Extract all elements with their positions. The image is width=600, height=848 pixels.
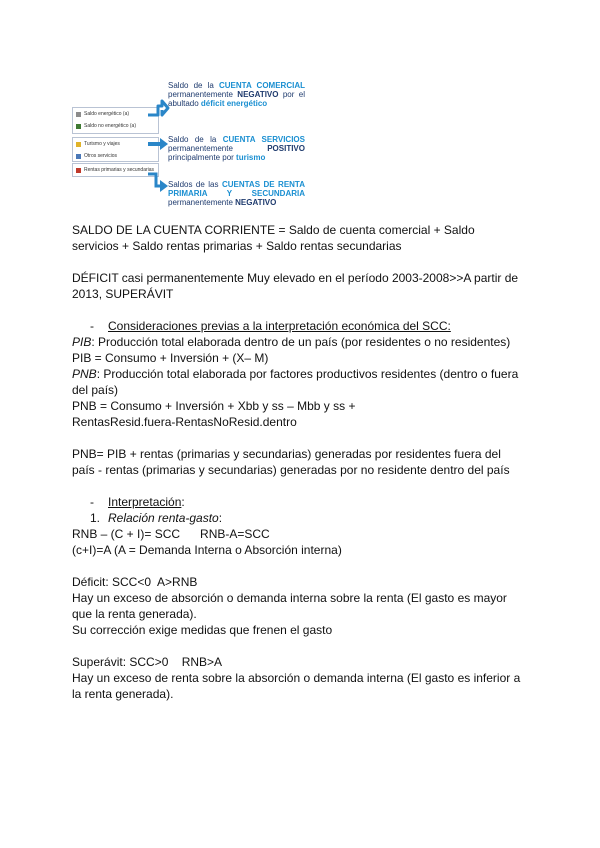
legend-swatch [76,112,81,117]
deficit-line-1: DÉFICIT casi permanentemente Muy elevado en el período 2003-2008>>A partir de [72,271,519,285]
pnb2-line-1: PNB= PIB + rentas (primarias y secundarias) generadas por residentes fuera del [72,447,501,461]
deficit-explanation-2: que la renta generada). [72,607,197,621]
rnb-equation: RNB – (C + I)= SCC RNB-A=SCC [72,527,270,541]
callout-text: permanentemente [168,198,236,207]
callout-highlight: CUENTAS DE RENTA PRIMARIA Y SECUNDARIA [168,180,306,198]
callout-text: permanentemente [168,144,268,153]
callout-highlight: CUENTA SERVICIOS [222,135,305,144]
numbered-item-text: Relación renta-gasto [108,511,219,525]
bullet-heading [108,494,185,510]
legend-label: Saldo no energético (a) [84,123,136,129]
pib-def-text: : Producción total elaborada dentro de un país (por residentes o no residentes) [91,335,511,349]
callout-text: Saldos de las [168,180,222,189]
callout-text: Saldo de la [168,81,219,90]
deficit-explanation-1: Hay un exceso de absorción o demanda interna sobre la renta (El gasto es mayor [72,591,507,605]
pib-definition [72,334,532,350]
callout-highlight: NEGATIVO [235,198,277,207]
legend-swatch [76,154,81,159]
legend-swatch [76,168,81,173]
pnb-definition-line-2: del país) [72,383,119,397]
bullet-heading [108,318,451,334]
bullet-colon: : [181,495,185,509]
legend-label: Otros servicios [84,153,118,159]
saldo-line-2: servicios + Saldo rentas primarias + Saldo rentas secundarias [72,239,402,253]
superavit-explanation-1: Hay un exceso de renta sobre la absorción o demanda interna (El gasto es inferior a [72,671,521,685]
legend-row [73,120,158,132]
legend-label: Rentas primarias y secundarias [84,167,155,173]
pnb-def-text: : Producción total elaborada por factores productivos residentes (dentro o fuera [96,367,519,381]
legend-label: Turismo y viajes [84,141,120,147]
callout-text: principalmente por [168,153,237,162]
saldo-line-1: SALDO DE LA CUENTA CORRIENTE = Saldo de cuenta comercial + Saldo [72,223,475,237]
deficit-explanation-3: Su corrección exige medidas que frenen el gasto [72,623,333,637]
arrow-right-icon [146,136,170,152]
callout-text: Saldo de la [168,135,223,144]
legend-label: Saldo energético (a) [84,111,130,117]
callout-highlight: CUENTA COMERCIAL [218,81,305,90]
deficit-title: Déficit: SCC<0 A>RNB [72,575,198,589]
callout-text: permanentemente [168,90,238,99]
arrow-right-icon [146,98,170,118]
numbered-item-colon: : [218,511,223,525]
arrow-right-icon [146,172,170,196]
callout-highlight: POSITIVO [267,144,305,153]
bullet-dash: - [90,319,94,333]
numbered-item-number: 1. [90,511,101,525]
callout-commercial [168,81,305,108]
numbered-item [108,510,222,526]
callout-highlight: NEGATIVO [237,90,279,99]
superavit-title: Superávit: SCC>0 RNB>A [72,655,223,669]
legend-swatch [76,124,81,129]
bullet-heading-text: Consideraciones previas a la interpretación económica del SCC: [108,319,451,333]
pib-equation: PIB = Consumo + Inversión + (X– M) [72,351,269,365]
pnb-definition [72,366,532,382]
callout-rents [168,180,305,207]
callout-text: por el abultado [168,90,305,108]
callout-services [168,135,305,162]
bullet-heading-text: Interpretación [108,495,182,509]
absorption-equation: (c+I)=A (A = Demanda Interna o Absorción interna) [72,543,342,557]
pnb-equation-line-1: PNB = Consumo + Inversión + Xbb y ss – Mbb y ss + [72,399,356,413]
bullet-dash: - [90,495,94,509]
pnb-equation-line-2: RentasResid.fuera-RentasNoResid.dentro [72,415,297,429]
pnb2-line-2: país - rentas (primarias y secundarias) generadas por no residente dentro del país [72,463,510,477]
deficit-line-2: 2013, SUPERÁVIT [72,287,174,301]
pib-term: PIB [72,335,92,349]
superavit-explanation-2: la renta generada). [72,687,174,701]
callout-highlight: turismo [236,153,266,162]
pnb-term: PNB [72,367,97,381]
callout-highlight: déficit energético [200,99,268,108]
legend-swatch [76,142,81,147]
